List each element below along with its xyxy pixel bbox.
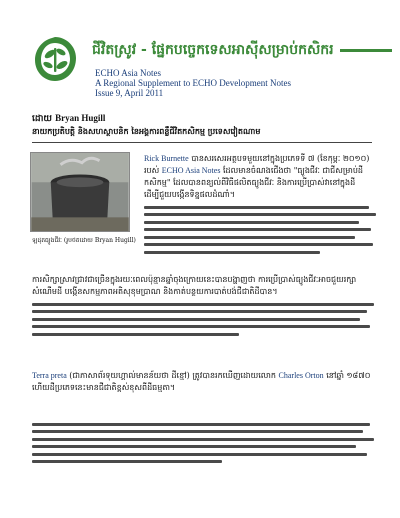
divider	[32, 142, 372, 143]
author-role: នាយកប្រតិបត្តិ និងសហស្ថាបនិក នៃអង្គការពន្លឺជីវិតកសិកម្ម ប្រទេសវៀតណាម	[32, 126, 261, 136]
paragraph-2: ការសិក្សាស្រាវជ្រាវជាច្រើនក្នុងរយៈពេលប៉ុន្មានឆ្នាំចុងក្រោយនេះបានបង្ហាញថា ការប្រើប្រាស់ធ្យូងជីវៈអាចជួយរក្សាសំណើមដី បង្កើនសកម្មភាពអតិសុខុមប្រាណ និងកាត់បន្ថយការបាត់បង់ជីជាតិដីបាន។	[32, 274, 377, 340]
person-name: Rick Burnette	[144, 154, 189, 163]
person-name-orton: Charles Orton	[278, 371, 324, 380]
issue-info: Issue 9, April 2011	[95, 88, 164, 98]
term-terra-preta: Terra preta	[32, 371, 67, 380]
paragraph-3: Terra preta (ជាភាសាព័រទុយហ្គាល់មានន័យថា ដីខ្មៅ) ត្រូវបានរកឃើញដោយលោក Charles Orton នៅឆ្នាំ ១៨៧០ ហើយដីប្រភេទនេះមានជីជាតិខ្ពស់ខុសពីដីធម្មតា។	[32, 371, 371, 392]
publication-name: ECHO Asia Notes	[161, 166, 221, 175]
echo-logo-icon	[30, 34, 80, 84]
biochar-kiln-photo	[30, 152, 130, 232]
photo-caption: ឡដុតធ្យូងជីវៈ (រូបថតដោយ Bryan Hugill)	[32, 237, 136, 244]
series-name: ECHO Asia Notes	[95, 68, 161, 78]
author-byline: ដោយ Bryan Hugill	[32, 113, 106, 124]
paragraph-3-continued	[32, 418, 377, 468]
document-title: ជីវិតស្រូវ - ផ្នែកបច្ចេកទេសអាស៊ីសម្រាប់កសិករ	[92, 40, 392, 60]
paragraph-1: Rick Burnette បានសរសេរអត្ថបទមួយនៅក្នុងប្រភេទទី ៧ (ខែកុម្ភៈ ២០១០) របស់ ECHO Asia Notes ដែលមានចំណងជើងថា "ធ្យូងជីវៈ ជាជីសម្រាប់ដីកសិកម្ម" ដែលបានពន្យល់ពីវិធីផលិតធ្យូងជីវៈ និងការប្រើប្រាស់វានៅក្នុងដីដើម្បីជួយបង្កើនទិន្នផលដំណាំ។	[144, 153, 378, 258]
series-subtitle: A Regional Supplement to ECHO Development Notes	[95, 78, 291, 88]
